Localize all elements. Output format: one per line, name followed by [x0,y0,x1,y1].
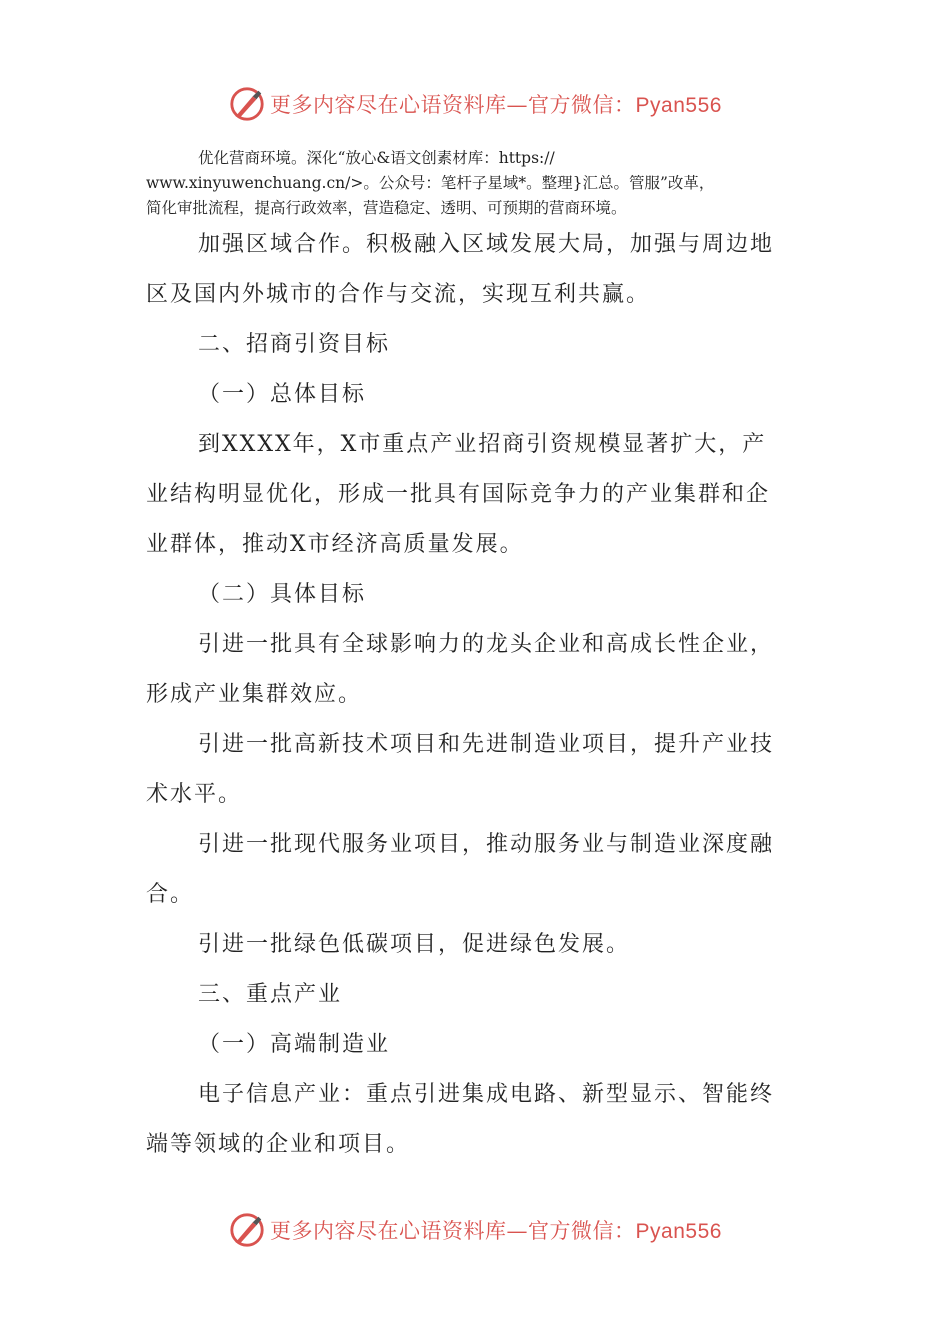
section-heading: 三、重点产业 [198,982,343,1007]
subsection-heading: （一）总体目标 [198,382,367,407]
footer-banner [0,1208,950,1252]
intro-line-1: 优化营商环境。深化“放心&语文创素材库：https:// [198,149,555,167]
document-body [146,220,786,1170]
paragraph: 引进一批绿色低碳项目，促进绿色发展。 [198,932,631,957]
intro-line-2: www.xinyuwenchuang.cn/>。公众号：笔杆子星域*。整理}汇总。管服”改革， [146,174,715,192]
header-banner [0,82,950,126]
subsection-heading: （二）具体目标 [198,582,367,607]
subsection-heading: （一）高端制造业 [198,1032,391,1057]
paragraph: 引进一批高新技术项目和先进制造业项目，提升产业技术水平。 [146,732,775,807]
intro-line-3: 简化审批流程，提高行政效率，营造稳定、透明、可预期的营商环境。 [146,199,627,217]
banner-text: 更多内容尽在心语资料库—官方微信：Pyan556 [270,93,722,117]
paragraph: 电子信息产业：重点引进集成电路、新型显示、智能终端等领域的企业和项目。 [146,1082,775,1157]
paragraph: 引进一批现代服务业项目，推动服务业与制造业深度融合。 [146,832,775,907]
paragraph: 引进一批具有全球影响力的龙头企业和高成长性企业，形成产业集群效应。 [146,632,775,707]
pen-circle-logo-icon [228,1211,266,1249]
paragraph: 加强区域合作。积极融入区域发展大局，加强与周边地区及国内外城市的合作与交流，实现互利共赢。 [146,232,775,307]
pen-circle-logo-icon [228,85,266,123]
section-heading: 二、招商引资目标 [198,332,391,357]
intro-small-text [146,146,806,221]
paragraph: 到XXXX年，X市重点产业招商引资规模显著扩大，产业结构明显优化，形成一批具有国际竞争力的产业集群和企业群体，推动X市经济高质量发展。 [146,432,771,557]
banner-text: 更多内容尽在心语资料库—官方微信：Pyan556 [270,1219,722,1243]
